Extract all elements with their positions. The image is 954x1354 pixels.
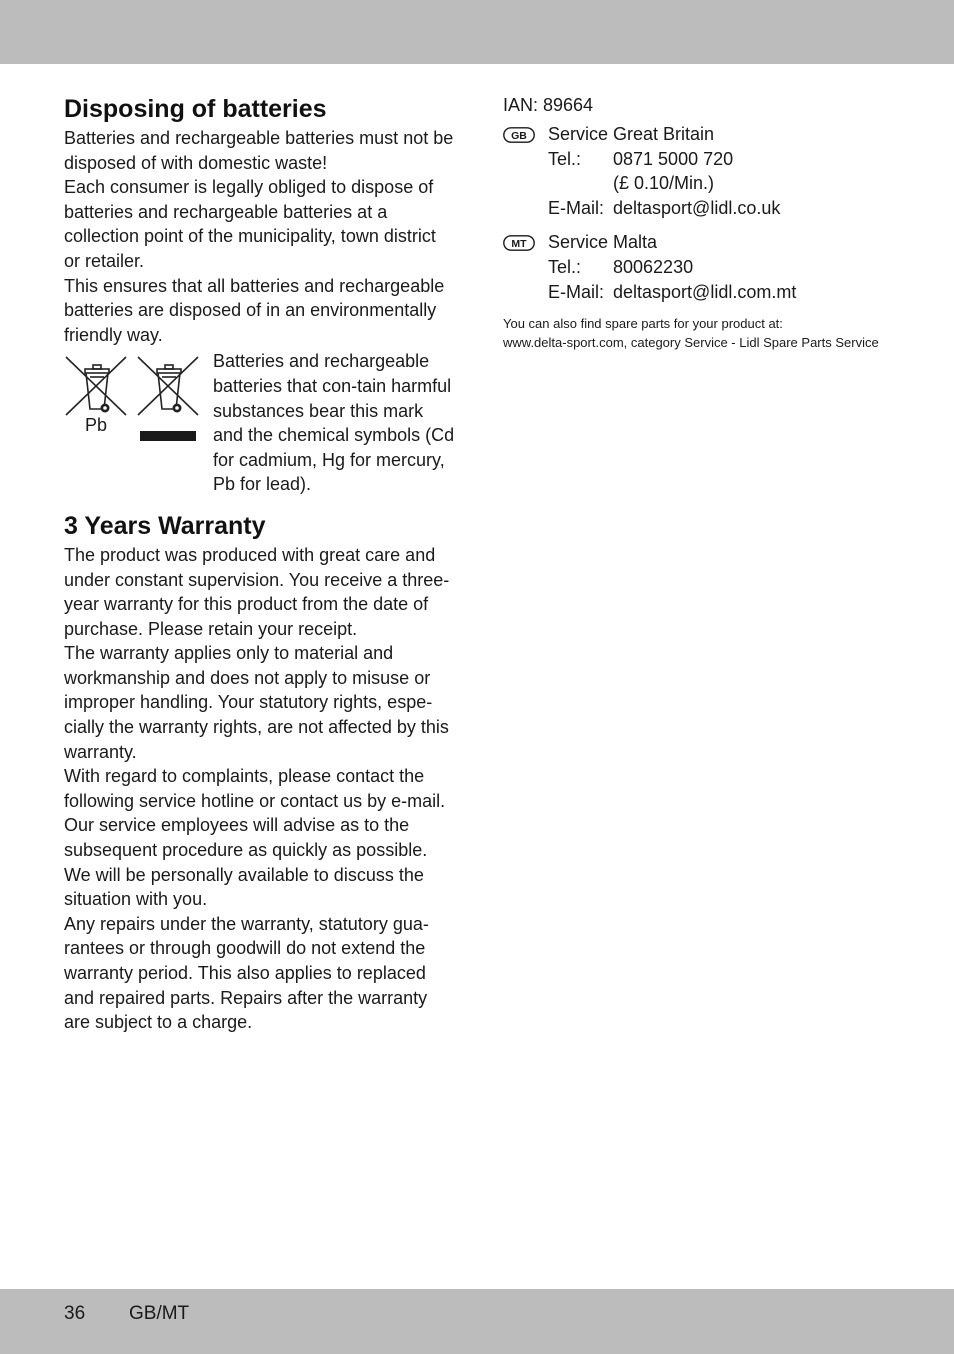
mt-email: deltasport@lidl.com.mt bbox=[613, 281, 797, 302]
disposal-heading: Disposing of batteries bbox=[64, 95, 327, 123]
warranty-paragraph-1: The product was produced with great care and under constant supervision. You receive a three-year warranty for this product from the date of purchase. Please retain your receipt. bbox=[64, 544, 450, 639]
battery-symbol-row bbox=[64, 349, 456, 497]
mt-badge-text: MT bbox=[511, 238, 527, 251]
pb-label: Pb bbox=[85, 415, 108, 436]
disposal-paragraph-3: This ensures that all batteries and rechargeable batteries are disposed of in an environmentally friendly way. bbox=[64, 275, 445, 345]
disposal-paragraph-2: Each consumer is legally obliged to dispose of batteries and rechargeable batteries at a collection point of the municipality, town district or retailer. bbox=[64, 177, 436, 271]
gb-tel-note: (£ 0.10/Min.) bbox=[613, 173, 715, 194]
gb-tel-label: Tel.: bbox=[548, 148, 582, 169]
black-bar-icon bbox=[140, 431, 196, 441]
disposal-paragraph-1: Batteries and rechargeable batteries must not be disposed of with domestic waste! bbox=[64, 128, 454, 173]
left-column bbox=[64, 92, 456, 1035]
mt-tel-number: 80062230 bbox=[613, 256, 694, 277]
warranty-paragraph-3: With regard to complaints, please contact the following service hotline or contact us by e-mail. Our service employees will advise as to the subsequent procedure as quickly as possible. We will be personally available to discuss the situation with you. bbox=[64, 766, 446, 910]
gb-email: deltasport@lidl.co.uk bbox=[613, 197, 781, 218]
gb-email-label: E-Mail: bbox=[548, 197, 605, 218]
spare-parts-note-line-1: You can also find spare parts for your product at: bbox=[503, 316, 783, 332]
mt-tel-label: Tel.: bbox=[548, 256, 582, 277]
mt-title: Service Malta bbox=[548, 232, 658, 253]
service-mt bbox=[503, 230, 883, 304]
symbol-description: Batteries and rechargeable batteries that con-tain harmful substances bear this mark and the chemical symbols (Cd for cadmium, Hg for mercury, Pb for lead). bbox=[213, 351, 455, 495]
battery-symbols bbox=[64, 349, 213, 459]
crossed-bin-icon bbox=[64, 355, 130, 421]
gb-badge-text: GB bbox=[511, 130, 527, 142]
gb-tel-note-line bbox=[548, 171, 883, 196]
mt-tel-line bbox=[548, 255, 883, 280]
warranty-paragraph-4: Any repairs under the warranty, statutory gua-rantees or through goodwill do not extend the warranty period. This also applies to replaced and repaired parts. Repairs after the warranty are subject to a charge. bbox=[64, 913, 429, 1033]
language-code: GB/MT bbox=[129, 1303, 190, 1324]
gb-email-line bbox=[548, 196, 883, 221]
gb-badge-icon bbox=[503, 127, 535, 143]
mt-badge-icon bbox=[503, 235, 535, 251]
mt-email-line bbox=[548, 280, 883, 305]
crossed-bin-icon-2 bbox=[136, 355, 202, 421]
mt-email-label: E-Mail: bbox=[548, 281, 605, 302]
gb-tel-number: 0871 5000 720 bbox=[613, 148, 734, 169]
header-band bbox=[0, 0, 954, 64]
ian-number: IAN: 89664 bbox=[503, 95, 594, 115]
page-number: 36 bbox=[64, 1303, 86, 1324]
warranty-paragraph-2: The warranty applies only to material and workmanship and does not apply to misuse or improper handling. Your statutory rights, espe-cially the warranty rights, are not affected by this warranty. bbox=[64, 643, 449, 762]
spare-parts-note bbox=[503, 314, 883, 352]
gb-tel-line bbox=[548, 147, 883, 172]
right-column bbox=[503, 92, 883, 352]
gb-title: Service Great Britain bbox=[548, 124, 715, 144]
spare-parts-note-line-2: www.delta-sport.com, category Service - Lidl Spare Parts Service bbox=[503, 335, 879, 351]
warranty-heading: 3 Years Warranty bbox=[64, 511, 266, 540]
service-gb bbox=[503, 122, 883, 220]
